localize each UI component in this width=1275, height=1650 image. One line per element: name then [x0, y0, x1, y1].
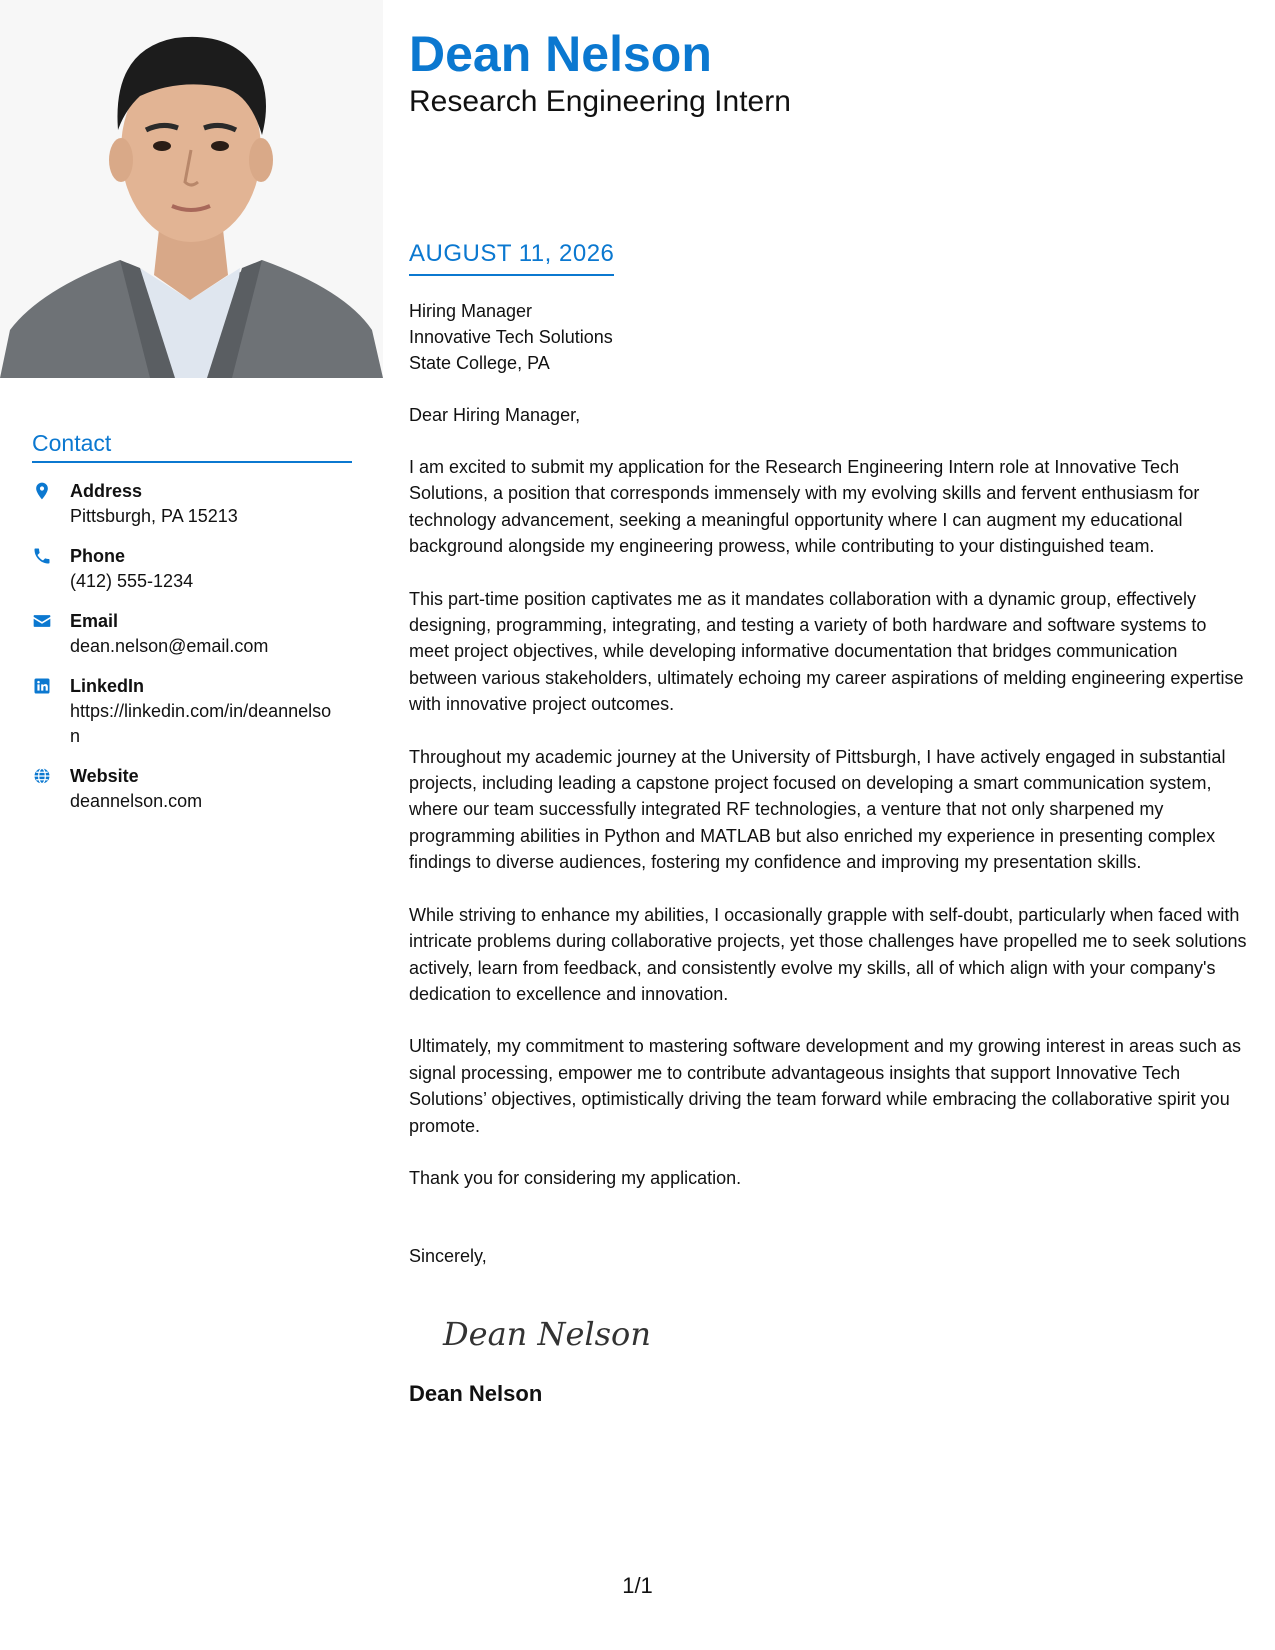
- contact-label: Website: [70, 766, 139, 786]
- portrait-illustration: [0, 0, 383, 378]
- contact-sidebar: [32, 430, 352, 829]
- recipient-line: Hiring Manager: [409, 301, 533, 321]
- contact-label: Phone: [70, 546, 126, 566]
- paragraph: Throughout my academic journey at the University of Pittsburgh, I have actively engaged in substantial projects, including leading a capstone project focused on developing a smart communication system, where our team successfully integrated RF technologies, a venture that not only sharpened my programming abilities in Python and MATLAB but also enriched my experience in presenting complex findings to diverse audiences, fostering my confidence and improving my presentation skills.: [409, 746, 1226, 873]
- contact-label: Address: [70, 481, 143, 501]
- contact-value: Pittsburgh, PA 15213: [70, 506, 238, 526]
- contact-value: (412) 555-1234: [70, 571, 194, 591]
- signature: [439, 1303, 1249, 1359]
- letter-date: AUGUST 11, 2026: [409, 240, 614, 276]
- globe-icon: [32, 764, 70, 814]
- contact-linkedin: [32, 674, 352, 749]
- signature-drawing: [439, 1303, 679, 1359]
- contact-heading: Contact: [32, 430, 352, 463]
- paragraph: Thank you for considering my application.: [409, 1167, 742, 1188]
- date-block: [409, 240, 1249, 276]
- contact-label: LinkedIn: [70, 676, 145, 696]
- paragraph: This part-time position captivates me as it mandates collaboration with a dynamic group, effectively designing, programming, integrating, and testing a variety of both hardware and software systems to meet project objectives, while developing informative documentation that bridges communication between various stakeholders, ultimately echoing my career aspirations of melding engineering expertise with innovative project outcomes.: [409, 588, 1244, 715]
- phone-icon: [32, 544, 70, 594]
- profile-photo: [0, 0, 383, 378]
- paragraph: I am excited to submit my application for the Research Engineering Intern role at Innovative Tech Solutions, a position that corresponds immensely with my evolving skills and fervent enthusiasm for technology advancement, seeking a meaningful opportunity where I can augment my educational background alongside my engineering prowess, while contributing to your distinguished team.: [409, 457, 1200, 557]
- contact-value[interactable]: https://linkedin.com/in/deannelson: [70, 701, 332, 746]
- salutation: Dear Hiring Manager,: [409, 405, 581, 425]
- paragraph: Ultimately, my commitment to mastering software development and my growing interest in areas such as signal processing, empower me to contribute advantageous insights that support Innovative Tech Solutions’ objectives, optimistically driving the team forward while embracing the collaborative spirit you promote.: [409, 1036, 1241, 1136]
- applicant-name: Dean Nelson: [409, 26, 712, 82]
- contact-value[interactable]: deannelson.com: [70, 791, 203, 811]
- signer-name: Dean Nelson: [409, 1381, 543, 1407]
- recipient-line: Innovative Tech Solutions: [409, 327, 613, 347]
- recipient-line: State College, PA: [409, 353, 550, 373]
- recipient-block: [409, 298, 1249, 376]
- paragraph: While striving to enhance my abilities, I occasionally grapple with self-doubt, particularly when faced with intricate problems during collaborative projects, yet those challenges have propelled me to seek solutions actively, learn from feedback, and consistently evolve my skills, all of which align with your company's dedication to excellence and innovation.: [409, 904, 1247, 1004]
- contact-label: Email: [70, 611, 119, 631]
- contact-email: [32, 609, 352, 659]
- map-pin-icon: [32, 479, 70, 529]
- page-number: 1/1: [622, 1573, 653, 1598]
- linkedin-icon: [32, 674, 70, 749]
- signature-text: Dean Nelson: [443, 1315, 651, 1354]
- envelope-icon: [32, 609, 70, 659]
- applicant-role: Research Engineering Intern: [409, 85, 791, 118]
- contact-website: [32, 764, 352, 814]
- contact-phone: [32, 544, 352, 594]
- contact-value[interactable]: dean.nelson@email.com: [70, 636, 269, 656]
- contact-address: [32, 479, 352, 529]
- closing: Sincerely,: [409, 1246, 487, 1267]
- letter-body: [409, 26, 1249, 1407]
